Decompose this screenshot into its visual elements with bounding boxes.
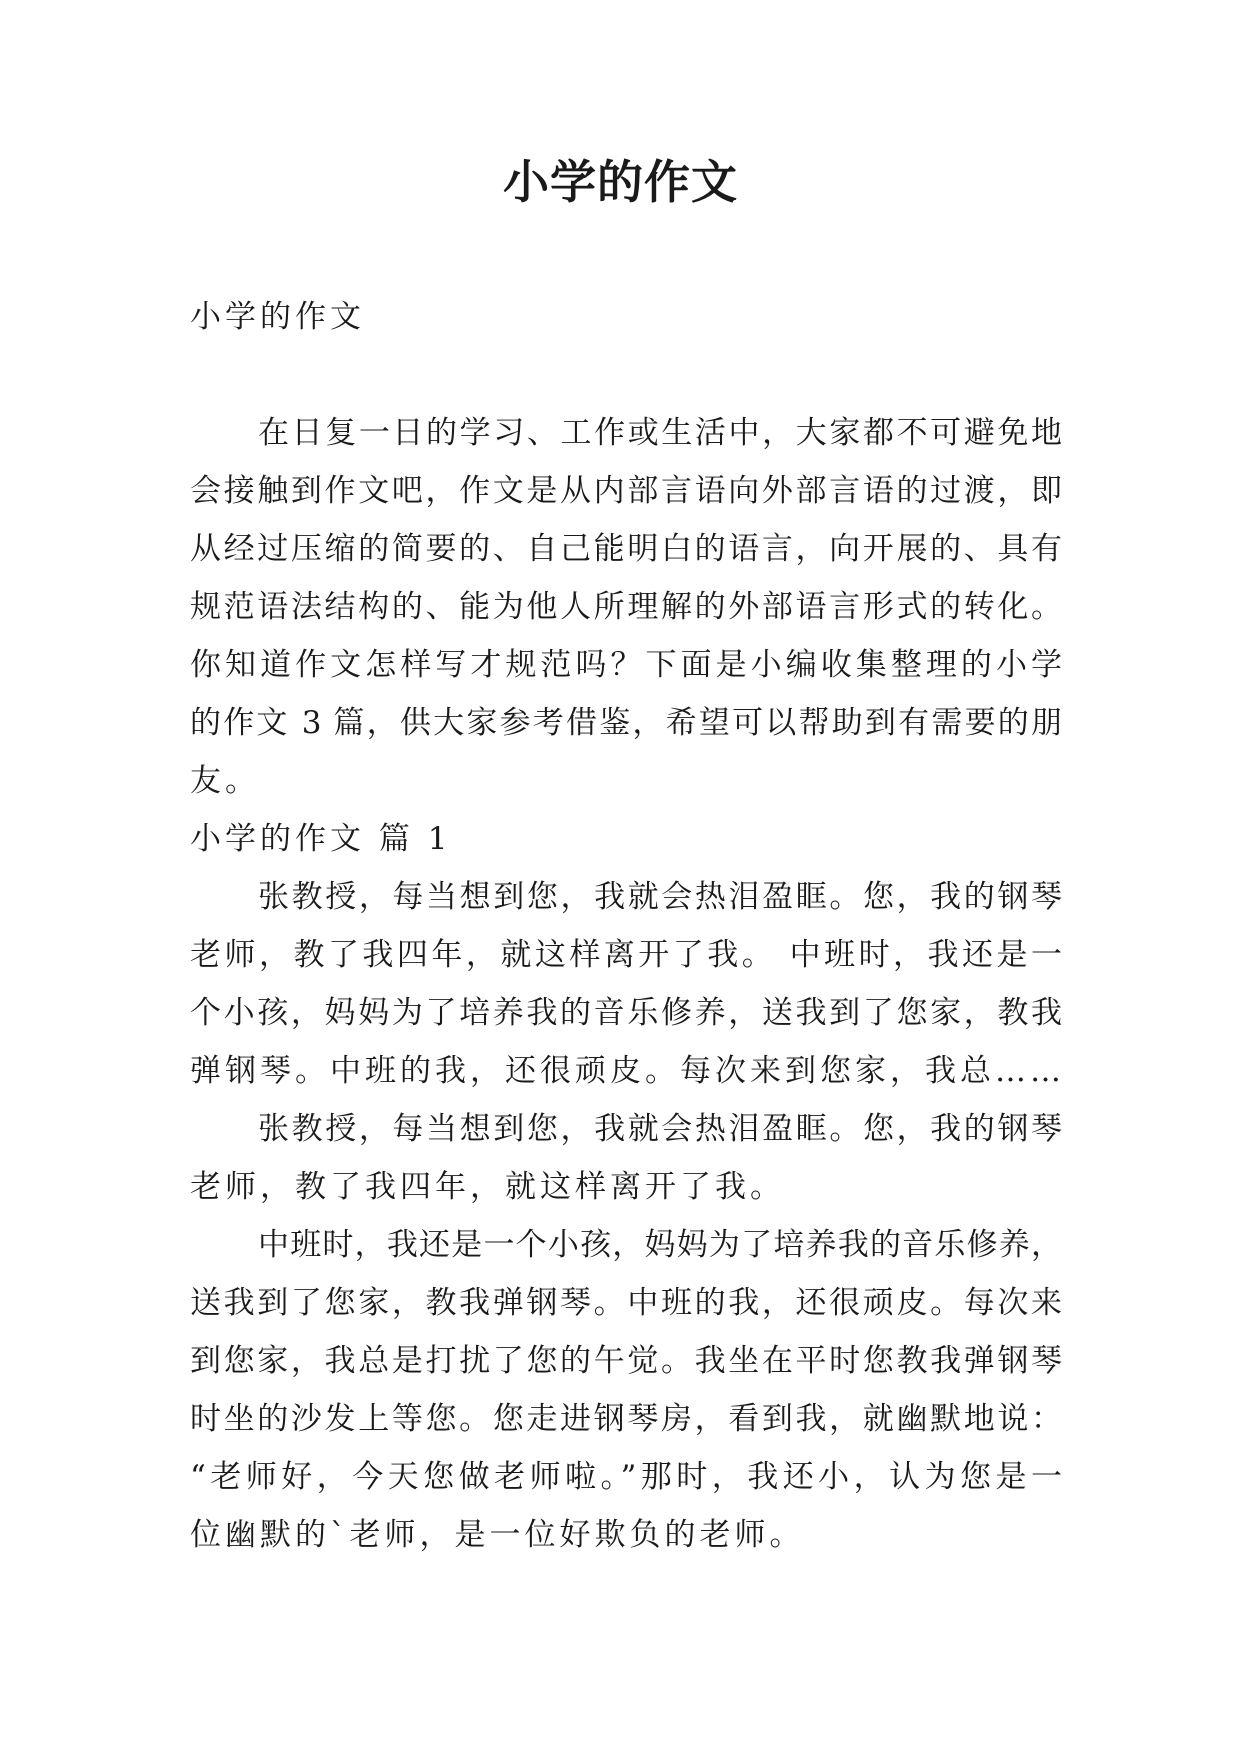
body-line: 张教授，每当想到您，我就会热泪盈眶。您，我的钢琴 (258, 1111, 1062, 1147)
body-line: “老师好，今天您做老师啦。”那时，我还小，认为您是一 (190, 1459, 1062, 1495)
body-line: 友。 (190, 763, 260, 799)
section-heading: 小学的作文 篇 1 (190, 821, 452, 857)
body-line: 规范语法结构的、能为他人所理解的外部语言形式的转化。 (190, 589, 1062, 625)
body-line: 到您家，我总是打扰了您的午觉。我坐在平时您教我弹钢琴 (190, 1343, 1062, 1379)
spacer (190, 346, 1062, 404)
body-line: 时坐的沙发上等您。您走进钢琴房，看到我，就幽默地说： (190, 1401, 1062, 1437)
body-line: 从经过压缩的简要的、自己能明白的语言，向开展的、具有 (190, 531, 1062, 567)
subtitle-line: 小学的作文 (190, 299, 365, 335)
document-body (190, 288, 1065, 1564)
body-line: 老师，教了我四年，就这样离开了我。 (190, 1169, 785, 1205)
body-line: 个小孩，妈妈为了培养我的音乐修养，送我到了您家，教我 (190, 995, 1062, 1031)
body-line: 送我到了您家，教我弹钢琴。中班的我，还很顽皮。每次来 (190, 1285, 1062, 1321)
body-line: 会接触到作文吧，作文是从内部言语向外部言语的过渡，即 (190, 473, 1062, 509)
document-title: 小学的作文 (503, 155, 738, 209)
body-line: 中班时，我还是一个小孩，妈妈为了培养我的音乐修养， (258, 1227, 1062, 1263)
body-line: 弹钢琴。中班的我，还很顽皮。每次来到您家，我总…… (190, 1053, 1065, 1089)
body-line: 张教授，每当想到您，我就会热泪盈眶。您，我的钢琴 (258, 879, 1062, 915)
body-line: 位幽默的`老师，是一位好欺负的老师。 (190, 1517, 805, 1553)
body-line: 在日复一日的学习、工作或生活中，大家都不可避免地 (258, 415, 1062, 451)
body-line: 你知道作文怎样写才规范吗？下面是小编收集整理的小学 (190, 647, 1062, 683)
body-line: 的作文 3 篇，供大家参考借鉴，希望可以帮助到有需要的朋 (190, 705, 1062, 741)
body-line: 老师，教了我四年，就这样离开了我。 中班时，我还是一 (190, 937, 1062, 973)
